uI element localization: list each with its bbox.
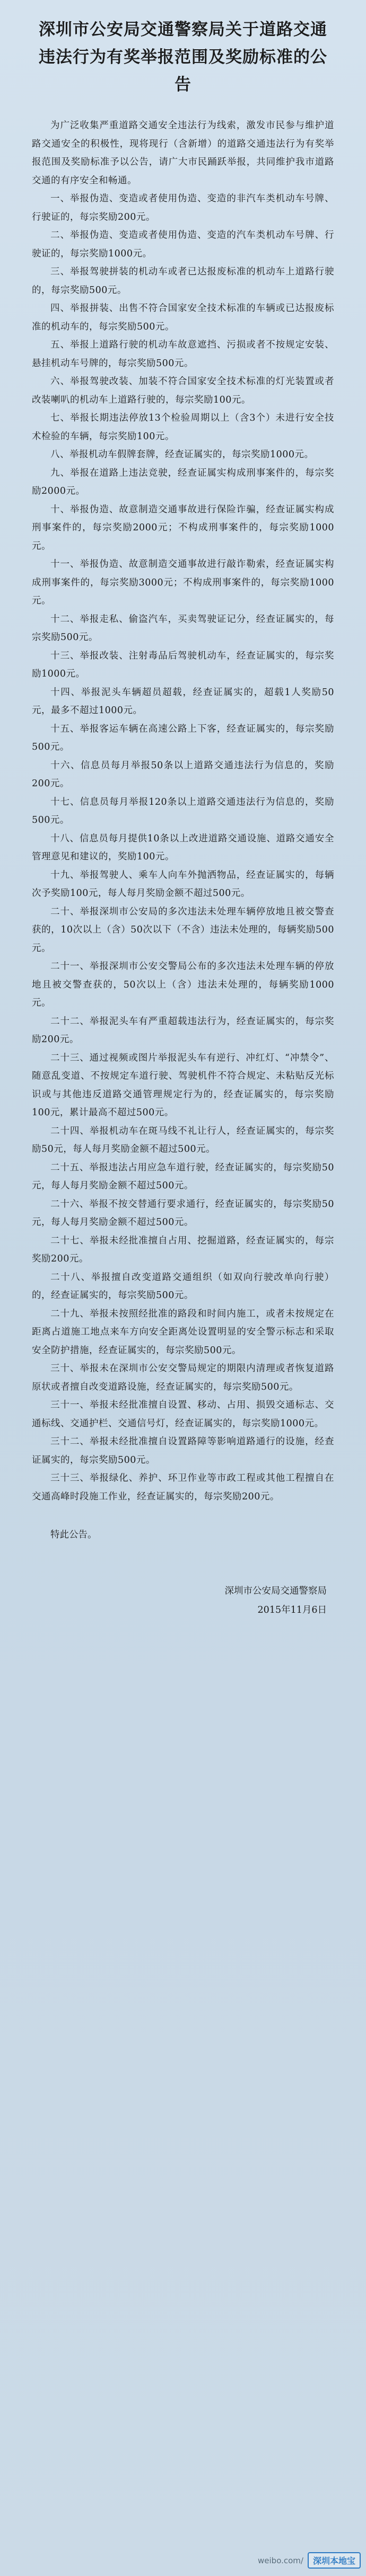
- notice-item: 六、举报驾驶改装、加装不符合国家安全技术标准的灯光装置或者改装喇叭的机动车上道路行驶的，每宗奖励100元。: [32, 376, 334, 405]
- notice-item: 三十、举报未在深圳市公安交警局规定的期限内清理或者恢复道路原状或者擅自改变道路设施，经查证属实的，每宗奖励500元。: [32, 1363, 334, 1392]
- notice-item: 三十三、举报绿化、养护、环卫作业等市政工程或其他工程擅自在交通高峰时段施工作业，经查证属实的，每宗奖励200元。: [32, 1473, 334, 1502]
- notice-item: 二十六、举报不按交替通行要求通行，经查证属实的，每宗奖励50元，每人每月奖励金额不超过500元。: [32, 1198, 334, 1228]
- notice-item: 二十、举报深圳市公安局的多次违法未处理车辆停放地且被交警查获的，10次以上（含）50次以下（不含）违法未处理的，每辆奖励500元。: [32, 906, 334, 954]
- notice-item: 二十七、举报未经批准擅自占用、挖掘道路，经查证属实的，每宗奖励200元。: [32, 1235, 334, 1264]
- notice-item: 七、举报长期违法停放13个检验周期以上（含3个）未进行安全技术检验的车辆，每宗奖励100元。: [32, 413, 334, 442]
- notice-item: 二十五、举报违法占用应急车道行驶，经查证属实的，每宗奖励50元，每人每月奖励金额不超过500元。: [32, 1162, 334, 1191]
- watermark: [258, 2552, 361, 2569]
- signature-date: 2015年11月6日: [257, 1604, 327, 1615]
- notice-item: 二十九、举报未按照经批准的路段和时间内施工，或者未按规定在距离占道施工地点来车方向安全距离处设置明显的安全警示标志和采取安全防护措施，经查证属实的，每宗奖励500元。: [32, 1308, 334, 1356]
- watermark-logo: 深圳本地宝: [308, 2552, 361, 2569]
- notice-signature: [32, 1582, 334, 1620]
- notice-item: 十九、举报驾驶人、乘车人向车外抛洒物品，经查证属实的，每辆次予奖励100元，每人每月奖励金额不超过500元。: [32, 869, 334, 899]
- notice-intro: 为广泛收集严重道路交通安全违法行为线索，激发市民参与维护道路交通安全的积极性，现将现行（含新增）的道路交通违法行为有奖举报范围及奖励标准予以公告，请广大市民踊跃举报，共同维护我市道路交通的有序安全和畅通。: [32, 120, 334, 186]
- notice-item: 一、举报伪造、变造或者使用伪造、变造的非汽车类机动车号牌、行驶证的，每宗奖励200元。: [32, 193, 334, 223]
- notice-item: 二十八、举报擅自改变道路交通组织（如双向行驶改单向行驶）的，经查证属实的，每宗奖励500元。: [32, 1272, 334, 1301]
- notice-item: 二十一、举报深圳市公安交警局公布的多次违法未处理车辆的停放地且被交警查获的，50次以上（含）违法未处理的，每辆奖励1000元。: [32, 961, 334, 1008]
- notice-item: 十二、举报走私、偷盗汽车，买卖驾驶证记分，经查证属实的，每宗奖励500元。: [32, 614, 334, 643]
- signature-org: 深圳市公安局交通警察局: [224, 1585, 327, 1596]
- notice-item: 二十二、举报泥头车有严重超载违法行为，经查证属实的，每宗奖励200元。: [32, 1016, 334, 1045]
- notice-item: 三十二、举报未经批准擅自设置路障等影响道路通行的设施，经查证属实的，每宗奖励500元。: [32, 1436, 334, 1465]
- notice-item: 三、举报驾驶拼装的机动车或者已达报废标准的机动车上道路行驶的，每宗奖励500元。: [32, 267, 334, 296]
- notice-item: 二、举报伪造、变造或者使用伪造、变造的汽车类机动车号牌、行驶证的，每宗奖励1000元。: [32, 230, 334, 259]
- notice-item: 八、举报机动车假牌套牌，经查证属实的，每宗奖励1000元。: [50, 449, 314, 460]
- notice-item: 十、举报伪造、故意制造交通事故进行保险诈骗，经查证属实构成刑事案件的，每宗奖励2000元；不构成刑事案件的，每宗奖励1000元。: [32, 504, 334, 552]
- notice-item: 四、举报拼装、出售不符合国家安全技术标准的车辆或已达报废标准的机动车的，每宗奖励500元。: [32, 303, 334, 332]
- notice-item: 十六、信息员每月举报50条以上道路交通违法行为信息的，奖励200元。: [32, 760, 334, 789]
- notice-item: 九、举报在道路上违法竞驶，经查证属实构成刑事案件的，每宗奖励2000元。: [32, 467, 334, 496]
- notice-item-list: [32, 190, 334, 1506]
- notice-item: 十八、信息员每月提供10条以上改进道路交通设施、道路交通安全管理意见和建议的，奖励100元。: [32, 833, 334, 862]
- notice-item: 十五、举报客运车辆在高速公路上下客，经查证属实的，每宗奖励500元。: [32, 723, 334, 752]
- notice-body: [32, 117, 334, 1506]
- notice-item: 十四、举报泥头车辆超员超载，经查证属实的，超载1人奖励50元，最多不超过1000元。: [32, 687, 334, 716]
- notice-title: 深圳市公安局交通警察局关于道路交通违法行为有奖举报范围及奖励标准的公告: [39, 20, 327, 94]
- notice-item: 二十四、举报机动车在斑马线不礼让行人，经查证属实的，每宗奖励50元，每人每月奖励金额不超过500元。: [32, 1125, 334, 1154]
- notice-item: 五、举报上道路行驶的机动车故意遮挡、污损或者不按规定安装、悬挂机动车号牌的，每宗奖励500元。: [32, 340, 334, 369]
- notice-item: 二十三、通过视频或图片举报泥头车有逆行、冲红灯、“冲禁令”、随意乱变道、不按规定车道行驶、驾驶机件不符合规定、未粘贴反光标识或与其他违反道路交通管理规定行为的，经查证属实的，每宗奖励100元，累计最高不超过500元。: [32, 1052, 334, 1118]
- notice-closing: 特此公告。: [50, 1530, 97, 1540]
- notice-item: 十三、举报改装、注射毒品后驾驶机动车，经查证属实的，每宗奖励1000元。: [32, 650, 334, 679]
- notice-item: 十七、信息员每月举报120条以上道路交通违法行为信息的，奖励500元。: [32, 796, 334, 825]
- watermark-site: weibo.com/: [258, 2555, 303, 2565]
- notice-item: 三十一、举报未经批准擅自设置、移动、占用、损毁交通标志、交通标线、交通护栏、交通信号灯，经查证属实的，每宗奖励1000元。: [32, 1400, 334, 1429]
- notice-item: 十一、举报伪造、故意制造交通事故进行敲诈勒索，经查证属实构成刑事案件的，每宗奖励3000元；不构成刑事案件的，每宗奖励1000元。: [32, 559, 334, 606]
